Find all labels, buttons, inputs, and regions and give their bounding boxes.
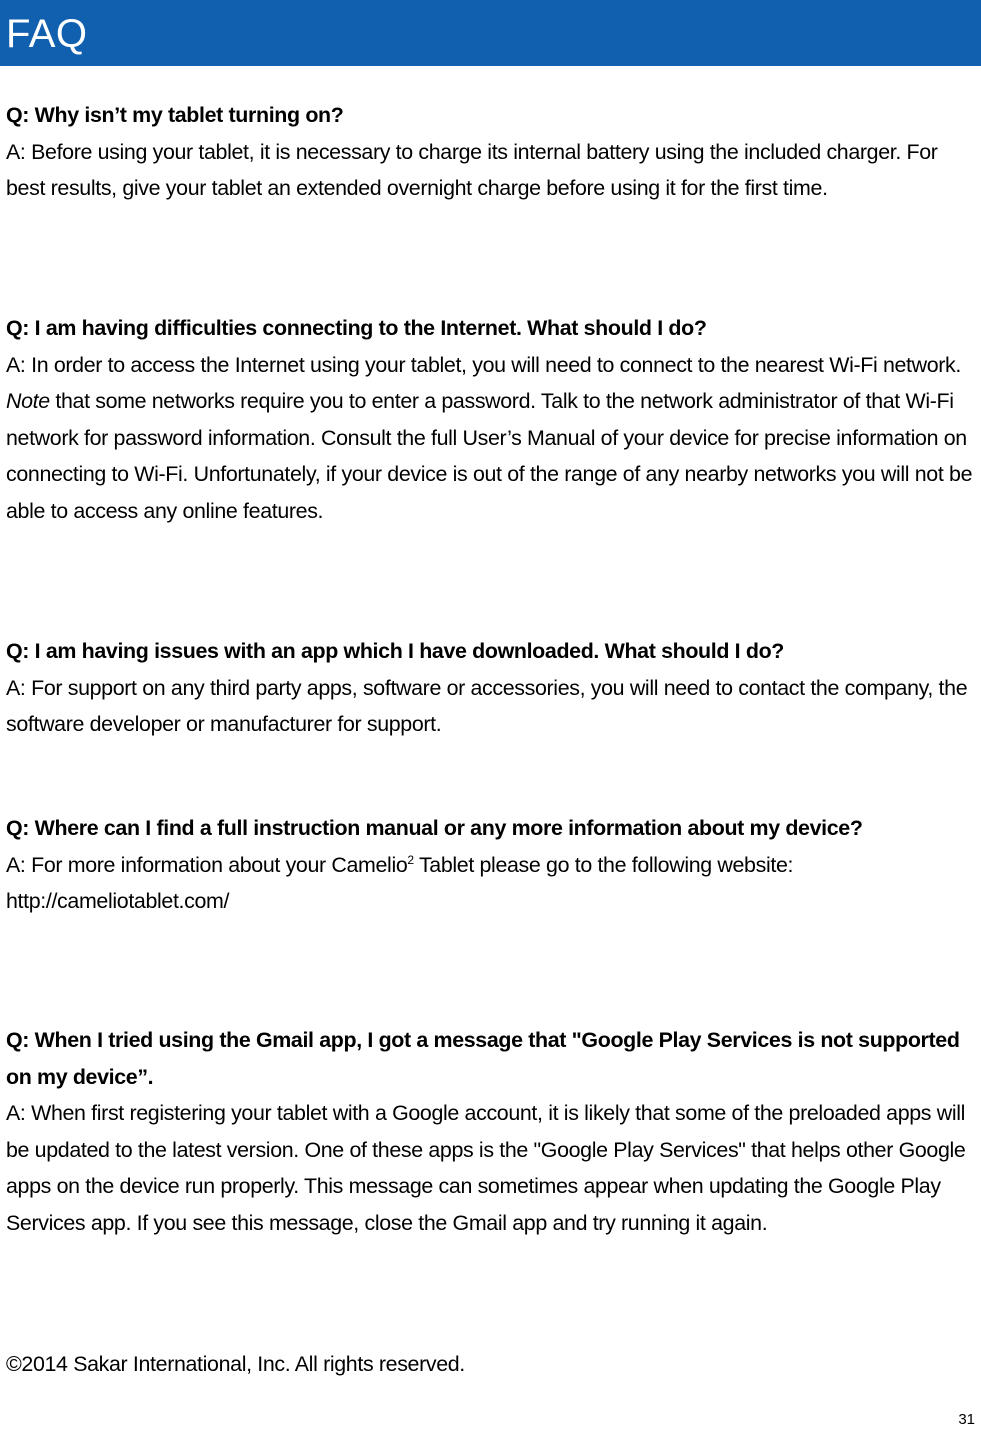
faq-item-tablet-power — [6, 97, 976, 207]
faq-answer-text: that some networks require you to enter a password. Talk to the network administrator of that Wi-Fi network for password information. Consult the full User’s Manual of your device for precise information on connecting to Wi-Fi. Unfortunately, if your device is out of the range of any nearby networks you will not be able to access any online features. — [6, 389, 973, 523]
copyright-notice: ©2014 Sakar International, Inc. All rights reserved. — [6, 1352, 465, 1376]
model-superscript: 2 — [407, 852, 414, 867]
faq-item-gmail — [6, 1022, 976, 1241]
faq-answer: A: When first registering your tablet with a Google account, it is likely that some of the preloaded apps will be updated to the latest version. One of these apps is the "Google Play Services" that helps other Google apps on the device run properly. This message can sometimes appear when updating the Google Play Services app. If you see this message, close the Gmail app and try running it again. — [6, 1101, 966, 1235]
website-link[interactable]: http://cameliotablet.com/ — [6, 889, 230, 913]
faq-question: Q: I am having difficulties connecting to the Internet. What should I do? — [6, 316, 707, 340]
faq-question: Q: Why isn’t my tablet turning on? — [6, 103, 344, 127]
faq-answer — [6, 347, 976, 530]
faq-answer — [6, 847, 976, 920]
faq-answer-text: A: In order to access the Internet using your tablet, you will need to connect to the nearest Wi-Fi network. — [6, 352, 961, 377]
faq-answer-text: A: For more information about your Camelio — [6, 852, 408, 877]
faq-item-manual — [6, 810, 976, 920]
page-number: 31 — [958, 1411, 975, 1428]
page-title: FAQ — [6, 12, 88, 56]
faq-answer-text: Tablet please go to the following website: — [413, 852, 794, 877]
faq-answer: A: For support on any third party apps, software or accessories, you will need to contact the company, the software developer or manufacturer for support. — [6, 675, 968, 736]
faq-question: Q: When I tried using the Gmail app, I got a message that "Google Play Services is not supported on my device”. — [6, 1028, 960, 1089]
note-label: Note — [6, 389, 50, 413]
faq-question: Q: Where can I find a full instruction manual or any more information about my device? — [6, 816, 863, 840]
faq-item-app-issues — [6, 633, 976, 743]
header-bar — [0, 0, 981, 66]
faq-question: Q: I am having issues with an app which I have downloaded. What should I do? — [6, 639, 785, 663]
faq-answer: A: Before using your tablet, it is necessary to charge its internal battery using the included charger. For best results, give your tablet an extended overnight charge before using it for the first time. — [6, 139, 938, 200]
faq-item-internet — [6, 310, 976, 529]
